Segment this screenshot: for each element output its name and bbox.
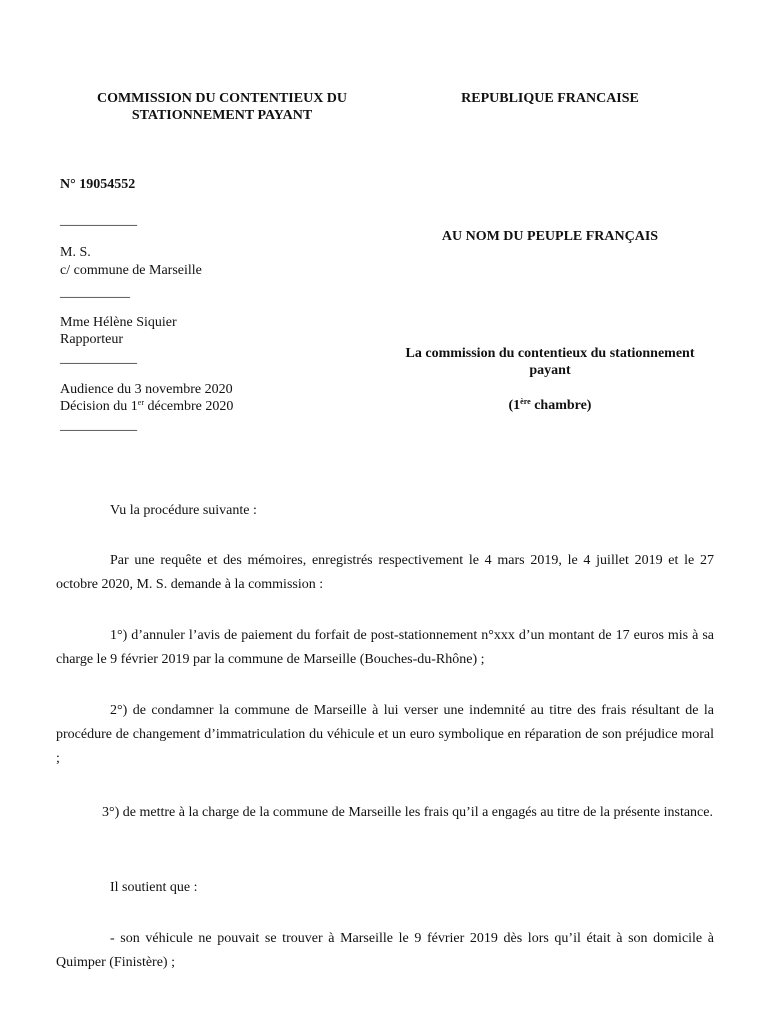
separator: __________ xyxy=(60,285,130,300)
paragraph-claim-3 xyxy=(56,801,714,825)
chamber-close: chambre) xyxy=(530,398,592,413)
paragraph-request xyxy=(56,549,714,597)
separator: ___________ xyxy=(60,213,137,228)
chamber-open: (1 xyxy=(508,398,521,413)
paragraph-text: Par une requête et des mémoires, enregistrés respectivement le 4 mars 2019, le 4 juillet 2019 et le 27 octobre 2020, M. S. demande à la commission : xyxy=(56,553,714,592)
decision-date xyxy=(60,398,233,415)
separator: ___________ xyxy=(60,418,137,433)
vu-procedure: Vu la procédure suivante : xyxy=(110,503,257,518)
chamber-sup: ère xyxy=(520,397,531,406)
commission-title-line2: STATIONNEMENT PAYANT xyxy=(131,108,313,123)
hearing-date: Audience du 3 novembre 2020 xyxy=(60,382,233,397)
commission-formation-line2: payant xyxy=(529,363,571,378)
decision-date-prefix: Décision du 1 xyxy=(60,399,138,414)
paragraph-claim-1 xyxy=(56,624,714,672)
commission-title xyxy=(62,90,382,124)
separator: ___________ xyxy=(60,351,137,366)
rapporteur-name: Mme Hélène Siquier xyxy=(60,315,177,330)
rapporteur-role: Rapporteur xyxy=(60,332,123,347)
au-nom-heading: AU NOM DU PEUPLE FRANÇAIS xyxy=(441,229,659,244)
case-number: N° 19054552 xyxy=(60,177,136,192)
commission-title-line1: COMMISSION DU CONTENTIEUX DU xyxy=(96,91,348,106)
paragraph-claim-2 xyxy=(56,699,714,771)
paragraph-text: - son véhicule ne pouvait se trouver à Marseille le 9 février 2019 dès lors qu’il était à son domicile à Quimper (Finistère) ; xyxy=(56,931,714,970)
party-name: M. S. xyxy=(60,245,91,260)
commission-formation xyxy=(380,345,720,379)
decision-date-suffix: décembre 2020 xyxy=(143,399,234,414)
paragraph-argument-1 xyxy=(56,927,714,975)
commission-formation-line1: La commission du contentieux du stationnement xyxy=(405,346,695,361)
party-against: c/ commune de Marseille xyxy=(60,263,202,278)
paragraph-text: 3°) de mettre à la charge de la commune de Marseille les frais qu’il a engagés au titre de la présente instance. xyxy=(102,805,713,820)
paragraph-text: 2°) de condamner la commune de Marseille à lui verser une indemnité au titre des frais résultant de la procédure de changement d’immatriculation du véhicule et un euro symbolique en réparation de son préjudice moral ; xyxy=(56,703,714,766)
chamber xyxy=(400,397,700,414)
il-soutient: Il soutient que : xyxy=(110,880,198,895)
republic-title: REPUBLIQUE FRANCAISE xyxy=(461,91,639,106)
decision-date-sup: er xyxy=(137,398,144,407)
paragraph-text: 1°) d’annuler l’avis de paiement du forfait de post-stationnement n°xxx d’un montant de 17 euros mis à sa charge le 9 février 2019 par la commune de Marseille (Bouches-du-Rhône) ; xyxy=(56,628,714,667)
